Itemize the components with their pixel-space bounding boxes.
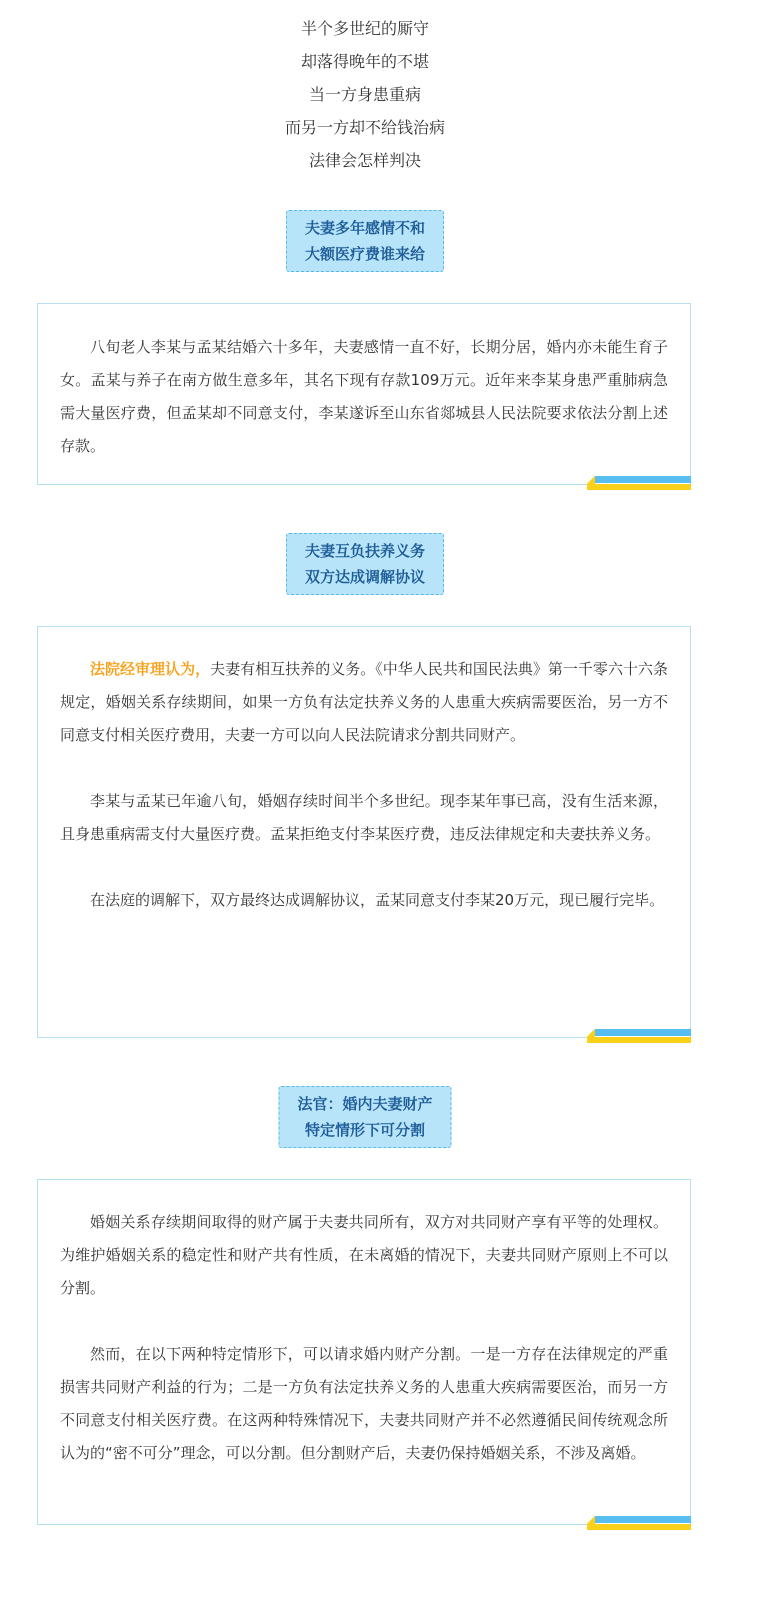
poem-line: 当一方身患重病	[308, 85, 421, 104]
heading-line: 夫妻多年感情不和	[304, 219, 426, 237]
content-card	[37, 303, 691, 485]
paragraph	[60, 1338, 668, 1470]
paragraph-text: 在法庭的调解下，双方最终达成调解协议，孟某同意支付李某20万元，现已履行完毕。	[90, 891, 665, 909]
paragraph-text: 李某与孟某已年逾八旬，婚姻存续时间半个多世纪。现李某年事已高，没有生活来源，且身患重病需支付大量医疗费。孟某拒绝支付李某医疗费，违反法律规定和夫妻扶养义务。	[60, 792, 668, 843]
heading-line: 特定情形下可分割	[304, 1121, 426, 1139]
paragraph-text: 婚姻关系存续期间取得的财产属于夫妻共同所有，双方对共同财产享有平等的处理权。为维护婚姻关系的稳定性和财产共有性质，在未离婚的情况下，夫妻共同财产原则上不可以分割。	[60, 1213, 668, 1297]
paragraph-text: 然而，在以下两种特定情形下，可以请求婚内财产分割。一是一方存在法律规定的严重损害共同财产利益的行为；二是一方负有法定扶养义务的人患重大疾病需要医治，而另一方不同意支付相关医疗费。在这两种特殊情况下，夫妻共同财产并不必然遵循民间传统观念所认为的“密不可分”理念，可以分割。但分割财产后，夫妻仍保持婚姻关系，不涉及离婚。	[60, 1345, 668, 1462]
content-card	[37, 1179, 691, 1525]
paragraph	[60, 884, 668, 917]
heading-line: 夫妻互负扶养义务	[304, 542, 426, 560]
card-corner-decoration	[587, 1516, 691, 1530]
paragraph-text: 八旬老人李某与孟某结婚六十多年，夫妻感情一直不好，长期分居，婚内亦未能生育子女。孟某与养子在南方做生意多年，其名下现有存款109万元。近年来李某身患严重肺病急需大量医疗费，但孟某却不同意支付，李某遂诉至山东省郯城县人民法院要求依法分割上述存款。	[60, 338, 668, 455]
paragraph	[60, 1206, 668, 1305]
poem-line: 却落得晚年的不堪	[300, 52, 429, 71]
section-heading	[278, 1086, 451, 1148]
content-card	[37, 626, 691, 1038]
intro-poem	[0, 12, 730, 177]
poem-line: 而另一方却不给钱治病	[284, 118, 445, 137]
section-heading	[286, 533, 444, 595]
poem-line: 法律会怎样判决	[308, 151, 421, 170]
highlight-lead: 法院经审理认为，	[90, 660, 211, 678]
card-corner-decoration	[587, 1029, 691, 1043]
paragraph	[60, 331, 668, 463]
paragraph	[60, 785, 668, 851]
poem-line: 半个多世纪的厮守	[300, 19, 429, 38]
paragraph-text: 夫妻有相互扶养的义务。《中华人民共和国民法典》第一千零六十六条规定，婚姻关系存续期间，如果一方负有法定扶养义务的人患重大疾病需要医治，另一方不同意支付相关医疗费用，夫妻一方可以向人民法院请求分割共同财产。	[60, 660, 668, 744]
heading-line: 双方达成调解协议	[304, 568, 426, 586]
paragraph	[60, 653, 668, 752]
card-corner-decoration	[587, 476, 691, 490]
heading-line: 法官：婚内夫妻财产	[297, 1095, 433, 1113]
heading-line: 大额医疗费谁来给	[304, 245, 426, 263]
section-heading	[286, 210, 444, 272]
